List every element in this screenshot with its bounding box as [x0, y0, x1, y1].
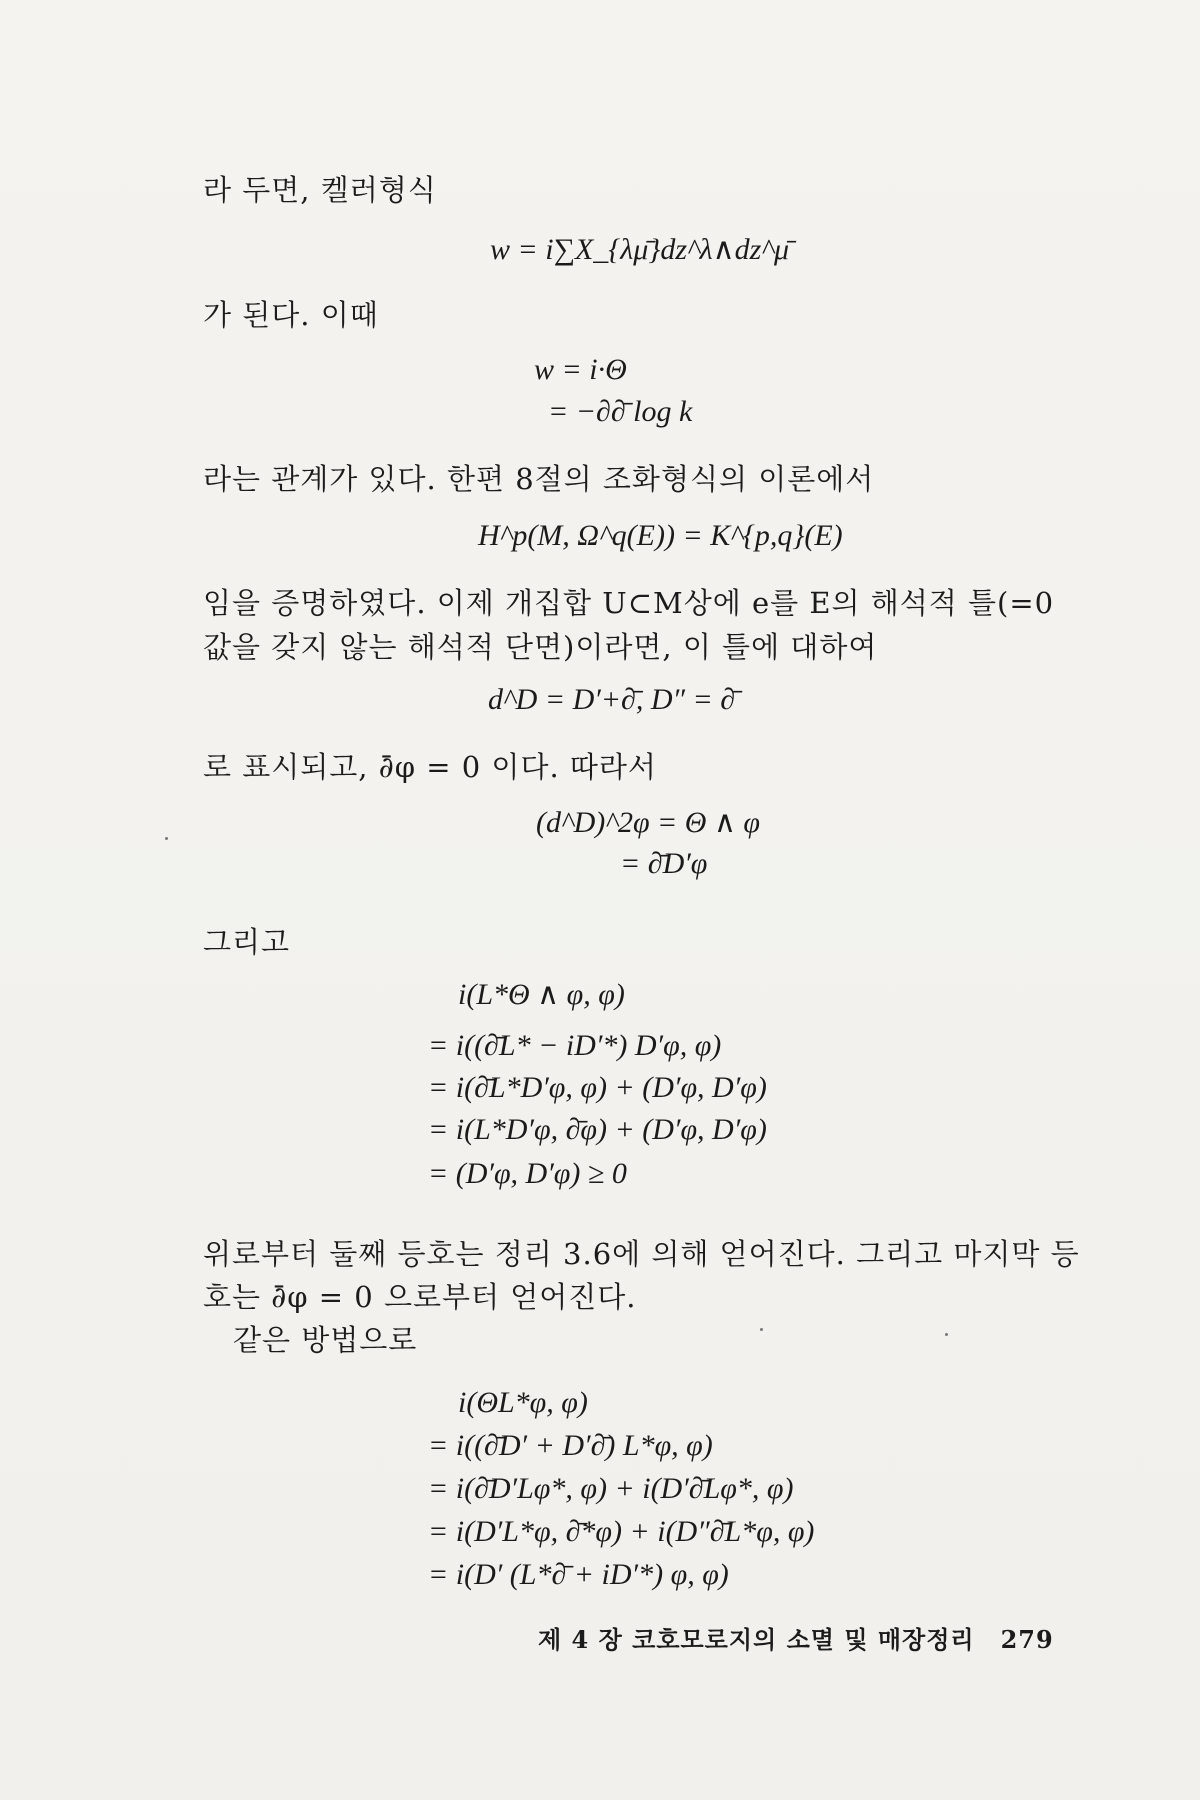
print-speck [165, 837, 168, 840]
print-speck [760, 1328, 763, 1331]
paragraph-5: 로 표시되고, ∂̄φ = 0 이다. 따라서 [203, 750, 657, 784]
paragraph-3: 라는 관계가 있다. 한편 8절의 조화형식의 이론에서 [203, 462, 875, 496]
equation-block-2-line-2: = i((∂̄D′ + D′∂̄) L*φ, φ) [428, 1429, 713, 1462]
equation-curvature: (d^D)^2φ = Θ ∧ φ [536, 806, 761, 839]
equation-curvature-2: = ∂̄D′φ [620, 847, 708, 880]
equation-log-k: = −∂∂̄ log k [548, 395, 693, 428]
paragraph-2: 가 된다. 이때 [203, 298, 379, 332]
equation-cohomology: H^p(M, Ω^q(E)) = K^{p,q}(E) [478, 519, 843, 552]
running-footer [538, 1620, 1054, 1655]
paragraph-1: 라 두면, 켈러형식 [203, 173, 437, 207]
equation-block-2-line-5: = i(D′ (L*∂̄ + iD′*) φ, φ) [428, 1558, 729, 1591]
equation-block-1-line-3: = i(∂̄L*D′φ, φ) + (D′φ, D′φ) [428, 1071, 767, 1104]
chapter-title: 제 4 장 코호모로지의 소멸 및 매장정리 [538, 1625, 975, 1654]
equation-block-2-line-4: = i(D′L*φ, ∂̄*φ) + i(D″∂̄L*φ, φ) [428, 1515, 815, 1548]
equation-block-1-line-1: i(L*Θ ∧ φ, φ) [458, 978, 625, 1011]
paragraph-8: 같은 방법으로 [233, 1323, 418, 1357]
equation-kahler-form: w = i∑X_{λμ̄}dz^λ∧dz^μ̄ [490, 233, 790, 266]
equation-block-1-line-5: = (D′φ, D′φ) ≥ 0 [428, 1157, 627, 1190]
paragraph-6: 그리고 [203, 925, 291, 959]
equation-block-2-line-3: = i(∂̄D′Lφ*, φ) + i(D′∂̄Lφ*, φ) [428, 1472, 794, 1505]
paragraph-4b: 값을 갖지 않는 해석적 단면)이라면, 이 틀에 대하여 [203, 630, 878, 664]
equation-w-theta: w = i·Θ [534, 353, 627, 386]
equation-block-2-line-1: i(ΘL*φ, φ) [458, 1386, 588, 1419]
equation-block-1-line-4: = i(L*D′φ, ∂̄φ) + (D′φ, D′φ) [428, 1113, 767, 1146]
paragraph-7a: 위로부터 둘째 등호는 정리 3.6에 의해 얻어진다. 그리고 마지막 등 [203, 1237, 1080, 1271]
paragraph-4a: 임을 증명하였다. 이제 개집합 U⊂M상에 e를 E의 해석적 틀(=0 [203, 586, 1055, 620]
page-number: 279 [1000, 1625, 1054, 1654]
print-speck [945, 1333, 948, 1336]
equation-block-1-line-2: = i((∂̄L* − iD′*) D′φ, φ) [428, 1029, 722, 1062]
equation-connection: d^D = D′+∂̄, D″ = ∂̄ [488, 683, 736, 716]
paragraph-7b: 호는 ∂̄φ = 0 으로부터 얻어진다. [203, 1280, 637, 1314]
